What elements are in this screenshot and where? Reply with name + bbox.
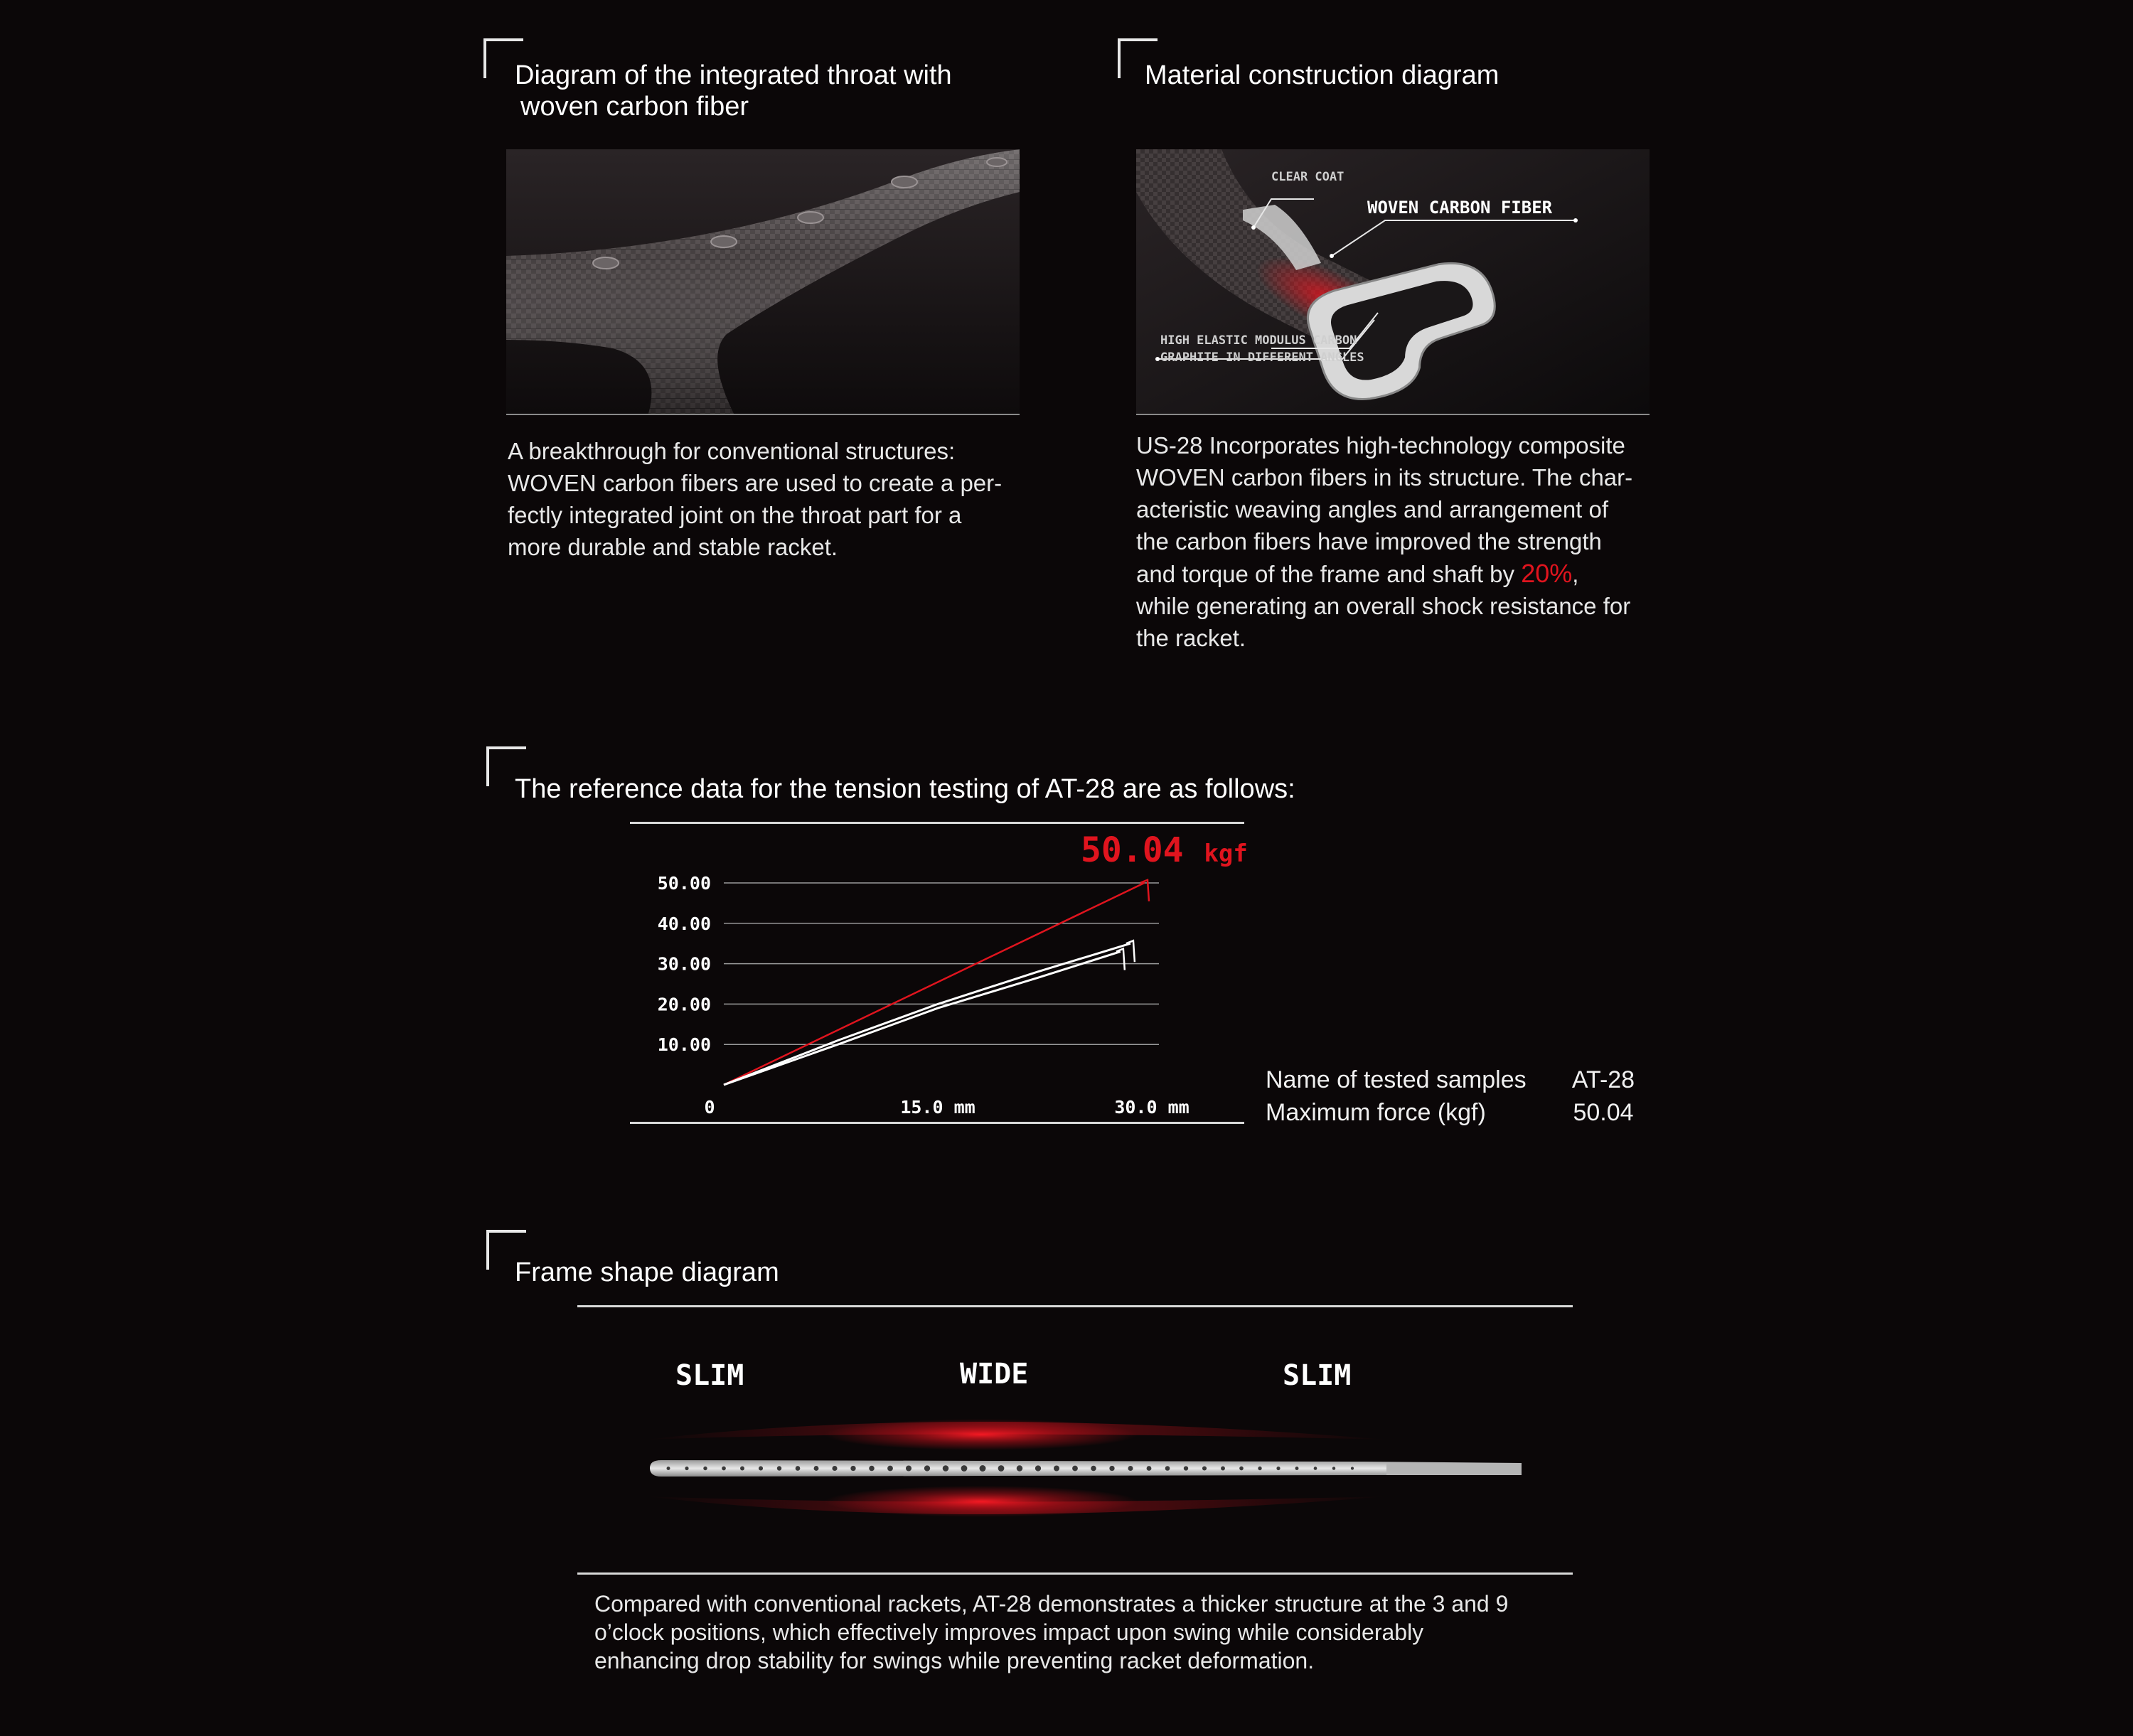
row-label: Maximum force (kgf) [1266, 1099, 1486, 1126]
text-line: the carbon fibers have improved the strength [1136, 528, 1602, 554]
row-value: 50.04 [1573, 1099, 1634, 1126]
text-line: acteristic weaving angles and arrangement of [1136, 496, 1609, 523]
label-woven-carbon-fiber: WOVEN CARBON FIBER [1367, 198, 1553, 218]
highlight-percentage: 20% [1521, 559, 1573, 588]
grommet-hole [1258, 1467, 1261, 1470]
grommet-hole [850, 1466, 855, 1471]
grommet-hole [1351, 1467, 1354, 1469]
peak-value: 50.04 [1081, 830, 1184, 870]
grommet-hole [1239, 1467, 1244, 1471]
frame-shape-illustration [640, 1408, 1529, 1528]
grommet-hole [1054, 1465, 1059, 1471]
grommet-hole [980, 1465, 986, 1472]
grommet-hole [685, 1467, 688, 1470]
text-line: the racket. [1136, 625, 1246, 651]
chart-bottom-rule [630, 1122, 1244, 1124]
grommet-hole [887, 1466, 893, 1472]
text-line: WOVEN carbon fibers are used to create a per- [508, 470, 1003, 496]
grommet-hole [759, 1466, 763, 1470]
text-line: fectly integrated joint on the throat part for a [508, 502, 962, 528]
section-title-tension: The reference data for the tension testing of AT-28 are as follows: [515, 774, 1295, 804]
section-title-material: Material construction diagram [1145, 60, 1499, 90]
table-row [1266, 1063, 1635, 1096]
grommet-hole [1035, 1465, 1041, 1471]
grommet-hole [869, 1466, 875, 1472]
bottom-glow [825, 1486, 1138, 1517]
top-glow [825, 1419, 1138, 1450]
grommet-hole [943, 1465, 949, 1472]
grommet-hole [777, 1466, 781, 1470]
grommet-hole [1184, 1466, 1188, 1470]
grommet-hole [1017, 1465, 1023, 1472]
y-tick-label: 10.00 [657, 1034, 711, 1056]
grommet-hole [961, 1465, 968, 1472]
grommet-hole [1165, 1466, 1170, 1471]
text-line: US-28 Incorporates high-technology composite [1136, 432, 1625, 459]
label-slim-right: SLIM [1283, 1359, 1352, 1392]
label-graphite-line2: GRAPHITE IN DIFFERENT ANGLES [1160, 350, 1364, 365]
text-line: Compared with conventional rackets, AT-28 demonstrates a thicker structure at the 3 and 9 [594, 1591, 1509, 1617]
y-tick-label: 40.00 [657, 913, 711, 934]
grommet-hole [924, 1465, 930, 1471]
text-fragment: and torque of the frame and shaft by [1136, 561, 1522, 587]
grommet-hole [703, 1467, 707, 1470]
material-construction-image [1136, 149, 1650, 414]
y-tick-label: 20.00 [657, 994, 711, 1015]
label-slim-left: SLIM [675, 1359, 744, 1392]
frame-bottom-rule [577, 1572, 1573, 1575]
throat-description [508, 435, 1034, 563]
grommet-hole [722, 1467, 726, 1471]
grommet-hole [796, 1466, 801, 1471]
throat-carbon-image [506, 149, 1020, 414]
grommet-hole [1314, 1467, 1317, 1470]
x-tick-label: 30.0 mm [1114, 1097, 1190, 1118]
title-line: Diagram of the integrated throat with [515, 60, 952, 90]
text-line [1136, 557, 1677, 590]
text-fragment: , [1572, 561, 1579, 587]
section-title-frame-shape: Frame shape diagram [515, 1258, 779, 1287]
image-underline [506, 414, 1020, 415]
frame-description [594, 1590, 1576, 1675]
row-label: Name of tested samples [1266, 1066, 1527, 1093]
grommet-hole [814, 1466, 819, 1471]
label-clear-coat: CLEAR COAT [1271, 170, 1345, 184]
y-tick-label: 50.00 [657, 873, 711, 894]
grommet-hole [740, 1467, 744, 1471]
grommet-hole [998, 1465, 1005, 1472]
x-tick-label: 0 [704, 1097, 715, 1118]
title-line: woven carbon fiber [520, 92, 749, 122]
grommet-hole [1128, 1466, 1133, 1471]
grommet-hole [906, 1465, 912, 1471]
grommet-hole [1072, 1466, 1078, 1472]
text-line: WOVEN carbon fibers in its structure. The char- [1136, 464, 1633, 491]
label-wide: WIDE [960, 1358, 1029, 1391]
grommet-hole [1109, 1466, 1114, 1471]
frame-top-rule [577, 1305, 1573, 1307]
grommet-hole [1091, 1466, 1096, 1472]
series-line-1 [724, 883, 1145, 1085]
material-description [1136, 429, 1677, 654]
series-line-3 [724, 952, 1121, 1085]
text-line: A breakthrough for conventional structures: [508, 438, 956, 464]
text-line: while generating an overall shock resistance for [1136, 593, 1631, 619]
test-results-table [1266, 1063, 1635, 1129]
grommet-hole [667, 1467, 670, 1470]
grommet-hole [1202, 1466, 1207, 1470]
x-tick-label: 15.0 mm [900, 1097, 975, 1118]
row-value: AT-28 [1571, 1066, 1635, 1093]
label-graphite-line1: HIGH ELASTIC MODULUS CARBON [1160, 333, 1357, 348]
grommet-hole [1147, 1466, 1152, 1471]
table-row [1266, 1096, 1635, 1129]
grommet-hole [1221, 1467, 1225, 1471]
grommet-hole [1295, 1467, 1299, 1470]
text-line: enhancing drop stability for swings while preventing racket deformation. [594, 1648, 1315, 1673]
image-underline [1136, 414, 1650, 415]
text-line: o’clock positions, which effectively improves impact upon swing while considerably [594, 1619, 1424, 1645]
peak-value-label [1081, 830, 1248, 870]
grommet-hole [1276, 1467, 1280, 1470]
chart-top-rule [630, 822, 1244, 824]
y-tick-label: 30.00 [657, 953, 711, 975]
grommet-hole [832, 1466, 837, 1471]
peak-unit: kgf [1204, 840, 1248, 868]
grommet-hole [1332, 1467, 1335, 1469]
section-title-throat [515, 60, 952, 122]
text-line: more durable and stable racket. [508, 534, 838, 560]
